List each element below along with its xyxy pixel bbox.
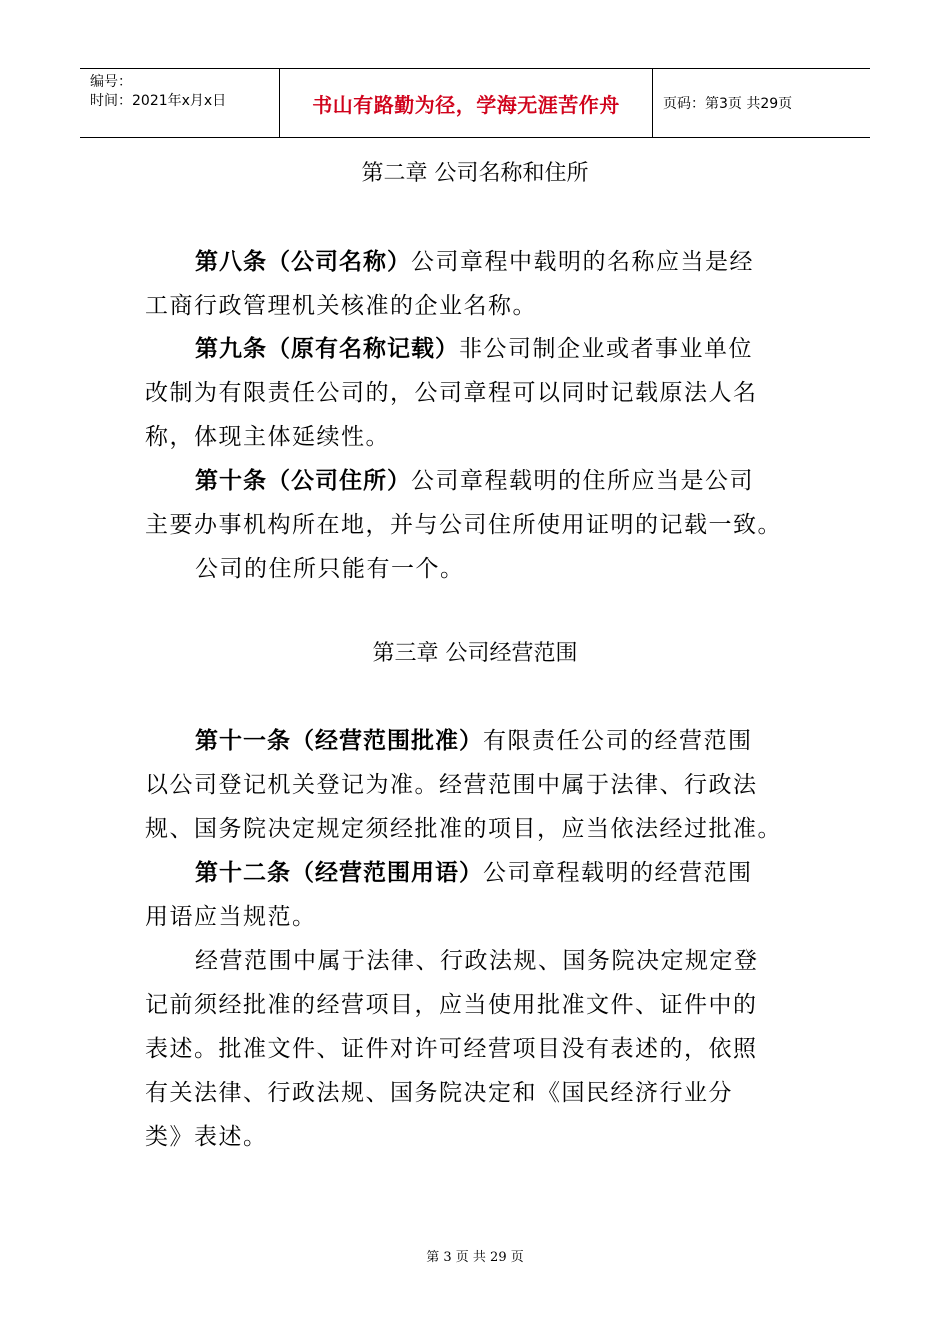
- article-8: [145, 240, 805, 328]
- chapter-2-title: 第二章 公司名称和住所: [361, 161, 589, 186]
- article-9-text-1: 非公司制企业或者事业单位: [459, 336, 753, 362]
- article-12: [145, 851, 805, 1159]
- article-11-text-2: 以公司登记机关登记为准。经营范围中属于法律、行政法: [145, 772, 758, 798]
- article-9-title: 第九条（原有名称记载）: [195, 336, 459, 362]
- article-12-p2-text-2: 记前须经批准的经营项目，应当使用批准文件、证件中的: [145, 992, 758, 1018]
- article-11: [145, 719, 805, 851]
- article-12-p2-text-5: 类》表述。: [145, 1124, 268, 1150]
- page-header: [80, 68, 870, 138]
- chapter-3-title: 第三章 公司经营范围: [372, 641, 578, 666]
- article-8-text-2: 工商行政管理机关核准的企业名称。: [145, 293, 537, 319]
- header-page-info: 页码：第3页 共29页: [663, 96, 793, 112]
- header-meta: [80, 69, 280, 137]
- article-8-title: 第八条（公司名称）: [195, 249, 411, 275]
- article-11-text-1: 有限责任公司的经营范围: [483, 728, 753, 754]
- article-11-title: 第十一条（经营范围批准）: [195, 728, 483, 754]
- article-10: [145, 459, 805, 591]
- time-label: 时间：2021年x月x日: [90, 93, 227, 109]
- article-12-p2-text-1: 经营范围中属于法律、行政法规、国务院决定规定登: [195, 948, 759, 974]
- page-footer: 第 3 页 共 29 页: [426, 1250, 524, 1265]
- article-9: [145, 327, 805, 459]
- article-11-text-3: 规、国务院决定规定须经批准的项目，应当依法经过批准。: [145, 816, 782, 842]
- article-12-p2-text-3: 表述。批准文件、证件对许可经营项目没有表述的，依照: [145, 1036, 758, 1062]
- header-motto: 书山有路勤为径，学海无涯苦作舟: [280, 69, 653, 137]
- article-10-text-2: 主要办事机构所在地，并与公司住所使用证明的记载一致。: [145, 512, 782, 538]
- article-8-text-1: 公司章程中载明的名称应当是经: [411, 249, 754, 275]
- article-12-title: 第十二条（经营范围用语）: [195, 860, 483, 886]
- article-10-text-1: 公司章程载明的住所应当是公司: [411, 468, 754, 494]
- article-9-text-2: 改制为有限责任公司的，公司章程可以同时记载原法人名: [145, 380, 758, 406]
- article-10-text-3: 公司的住所只能有一个。: [195, 556, 465, 582]
- article-12-p2-text-4: 有关法律、行政法规、国务院决定和《国民经济行业分: [145, 1080, 733, 1106]
- article-10-title: 第十条（公司住所）: [195, 468, 411, 494]
- article-12-text-2: 用语应当规范。: [145, 904, 317, 930]
- number-label: 编号：: [90, 74, 132, 90]
- article-9-text-3: 称，体现主体延续性。: [145, 424, 390, 450]
- article-12-text-1: 公司章程载明的经营范围: [483, 860, 753, 886]
